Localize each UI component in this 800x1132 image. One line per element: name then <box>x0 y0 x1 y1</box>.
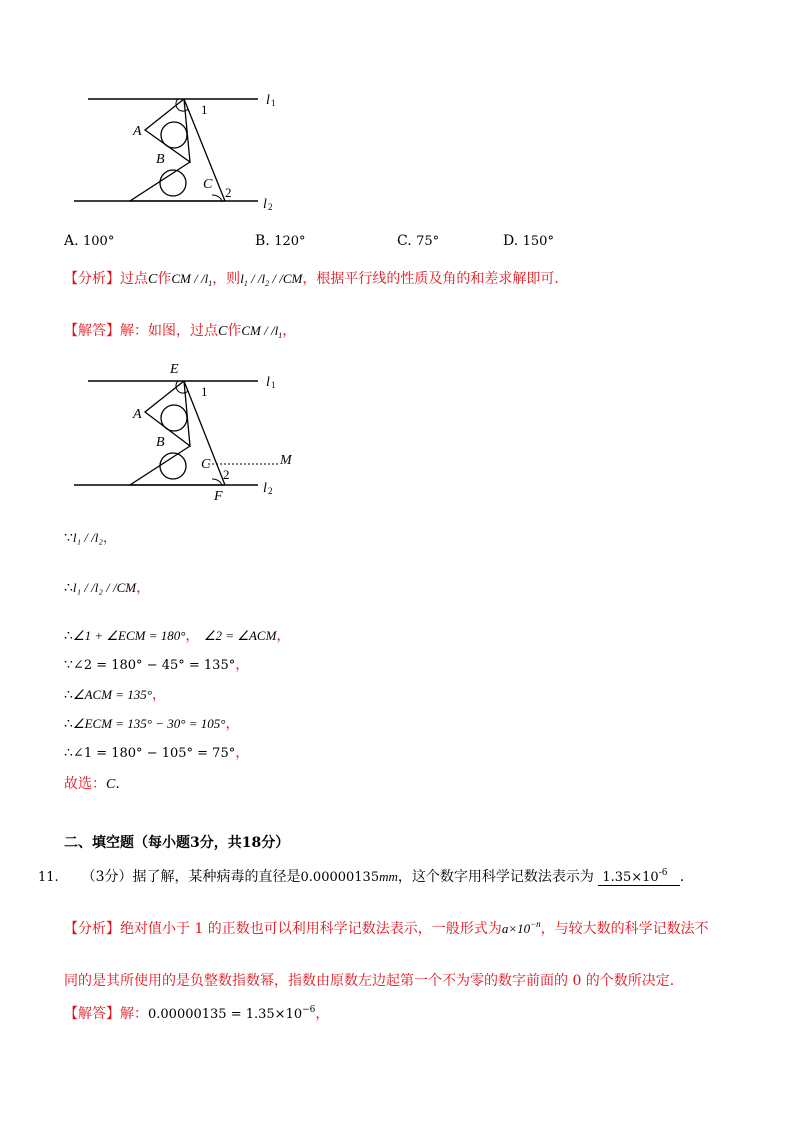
step-1: ∵l₁ / /l₂， <box>64 530 117 546</box>
analysis-tag: 【分析】 <box>64 271 120 287</box>
label-angle-1: 1 <box>201 102 208 117</box>
question-number: 11. <box>38 870 59 885</box>
analysis-2-line-2: 同的是其所使用的是负整数指数幂，指数由原数左边起第一个不为零的数字前面的 0 的个数所决定. <box>64 973 675 989</box>
upper-triangle <box>145 381 190 446</box>
angle-2-arc <box>212 195 222 201</box>
label-l2: l <box>263 481 267 496</box>
lower-circle <box>160 170 186 196</box>
upper-circle <box>161 122 187 148</box>
step-6: ∴∠ECM = 135° − 30° = 105°， <box>64 716 240 732</box>
question-11: 11. （3分）据了解，某种病毒的直径是0.00000135mm，这个数字用科学记数法表示为 $1.35\times 10^{-6}$ . <box>38 868 685 885</box>
label-E: E <box>170 362 179 377</box>
choice-line: 故选：C. <box>64 776 120 792</box>
label-M: M <box>280 453 292 468</box>
label-l2-sub: 2 <box>268 486 273 496</box>
label-A: A <box>133 124 142 139</box>
solution-tag: 【解答】 <box>64 1006 120 1022</box>
step-5: ∴∠ACM = 135°， <box>64 687 166 703</box>
options-row <box>64 233 624 255</box>
answer-blank: $1.35\times 10^{-6}$ <box>598 868 679 886</box>
step-7: ∴∠1 = 180° − 105° = 75°， <box>64 745 250 761</box>
solution-2: 【解答】解：$0.00000135 = 1.35\times 10^{-6}$， <box>64 1005 330 1022</box>
label-l1: l <box>266 375 270 390</box>
step-4: ∵∠2 = 180° − 45° = 135°， <box>64 657 250 673</box>
label-angle-1: 1 <box>201 384 208 399</box>
label-A: A <box>133 407 142 422</box>
label-angle-2: 2 <box>223 467 230 482</box>
option-b: B. 120° <box>255 233 306 249</box>
label-l1-sub: 1 <box>271 98 276 108</box>
lower-triangle <box>130 446 225 485</box>
angle-2-arc <box>212 479 222 485</box>
label-C: C <box>201 457 211 472</box>
label-l2: l <box>263 197 267 212</box>
upper-circle <box>161 405 187 431</box>
step-3: ∴∠1 + ∠ECM = 180°， ∠2 = ∠ACM， <box>64 628 291 644</box>
upper-triangle <box>145 99 190 162</box>
option-d: D. 150° <box>503 233 554 249</box>
analysis-1: 【分析】过点C作CM / $/l_1$，则$l_1 / /l_2 / /CM$，根据平行线的性质及角的和差求解即可. <box>64 271 559 288</box>
label-l1: l <box>266 93 270 108</box>
section-heading: 二、填空题（每小题3分，共18分） <box>64 835 290 851</box>
label-B: B <box>156 152 165 167</box>
analysis-2-line-1: 【分析】绝对值小于 1 的正数也可以利用科学记数法表示，一般形式为$a\times 10^{-n}$，与较大数的科学记数法不 <box>64 919 709 937</box>
label-l1-sub: 1 <box>271 380 276 390</box>
analysis-tag: 【分析】 <box>64 921 120 937</box>
label-F: F <box>214 489 223 504</box>
option-a: A. 100° <box>64 233 115 249</box>
solution-1: 【解答】解：如图，过点C作CM / $/l_1$， <box>64 323 297 340</box>
figure-2 <box>60 360 320 505</box>
step-2: ∴l₁ / /l₂ / /CM， <box>64 580 151 596</box>
label-angle-2: 2 <box>225 185 232 200</box>
label-l2-sub: 2 <box>268 202 273 212</box>
figure-1 <box>60 85 320 220</box>
label-B: B <box>156 435 165 450</box>
option-c: C. 75° <box>397 233 440 249</box>
solution-tag: 【解答】 <box>64 323 120 339</box>
label-C: C <box>203 177 213 192</box>
